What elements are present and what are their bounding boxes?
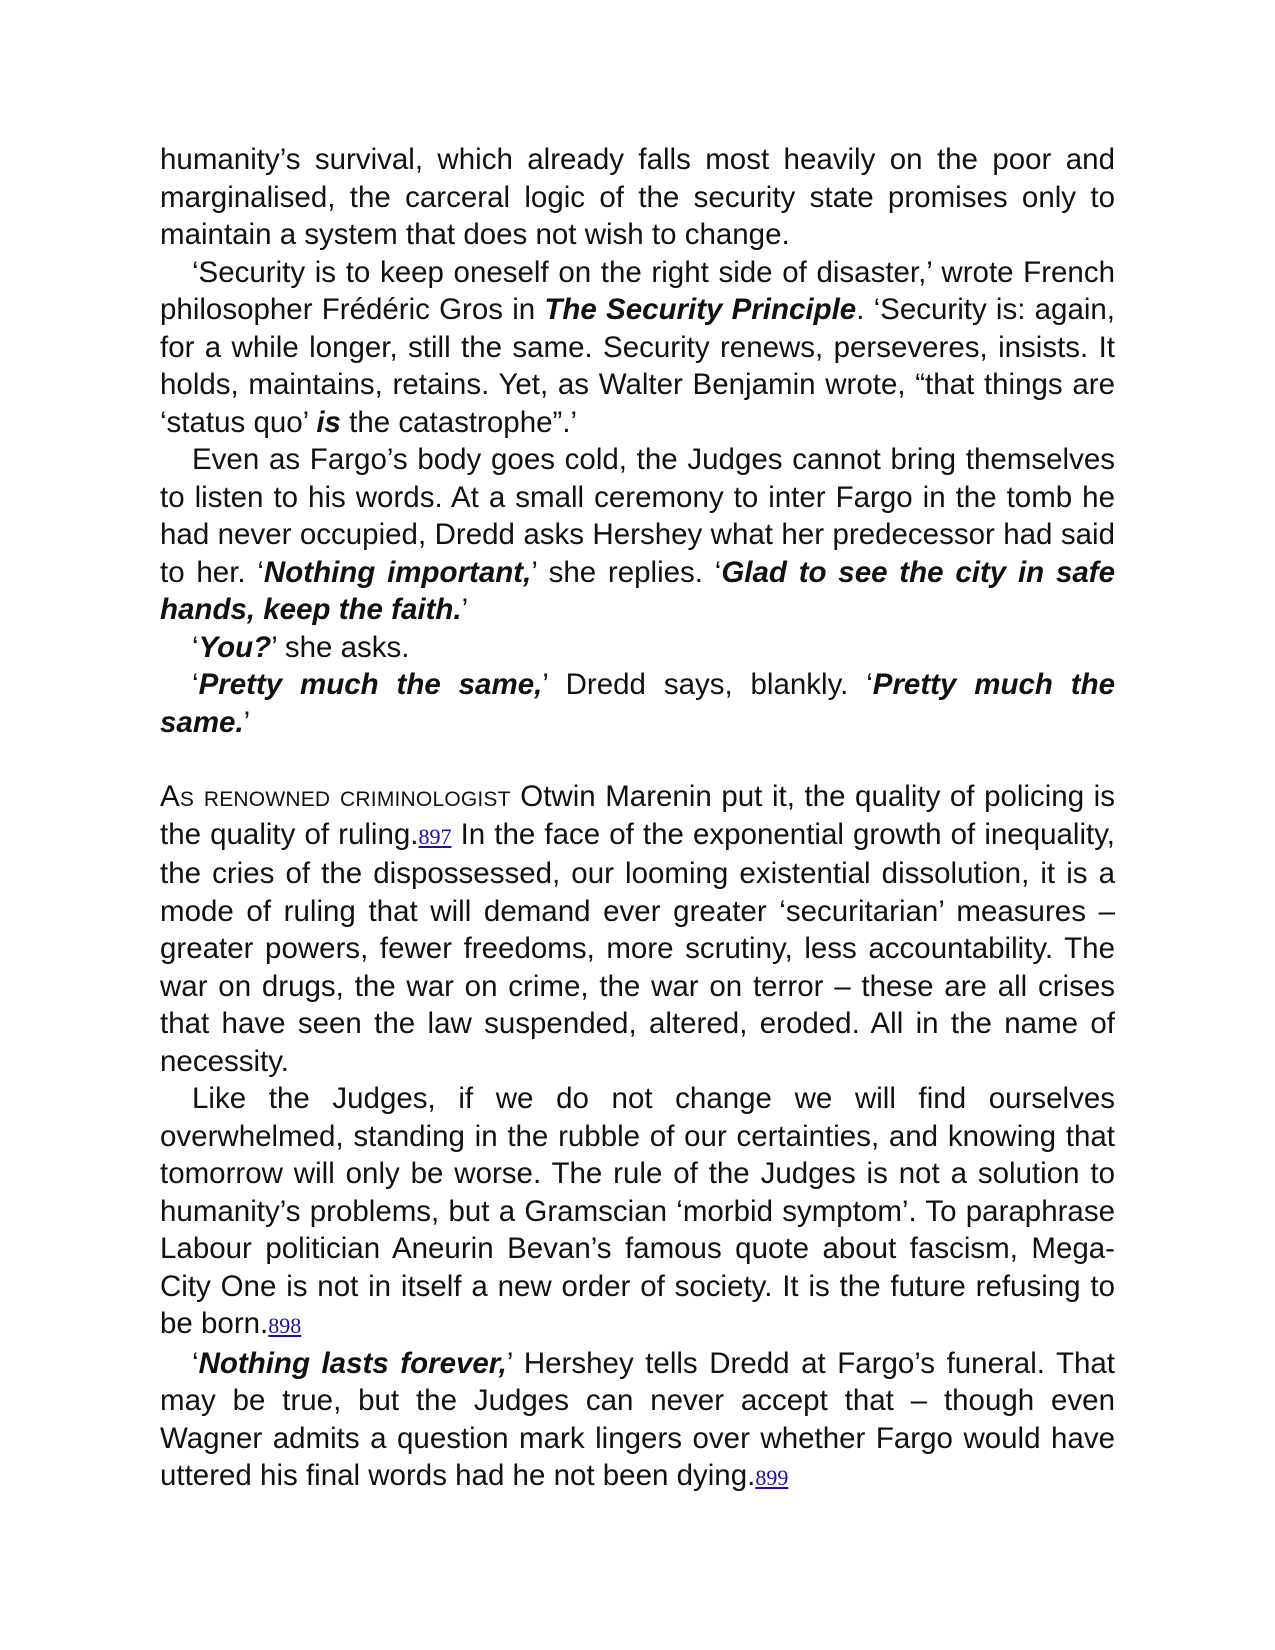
quote-glad-to-see: Glad to see the city in safe hands, keep the faith. (160, 555, 1115, 626)
footnote-link-897[interactable]: 897 (418, 823, 452, 849)
quote-pretty-much-1: Pretty much the same, (198, 668, 543, 701)
smallcaps-lead-in: As renowned criminologist (160, 780, 511, 813)
paragraph-1: humanity’s survival, which already falls most heavily on the poor and marginalised, the carceral logic of the security state promises only to maintain a system that does not wish to change. (160, 143, 1115, 251)
paragraph-7: Like the Judges, if we do not change we will find ourselves overwhelmed, standing in the rubble of our certainties, and knowing that tomorrow will only be worse. The rule of the Judges is not a solution to humanity’s problems, but a Gramscian ‘morbid symptom’. To paraphrase Labour politician Aneurin Bevan’s famous quote about fascism, Mega-City One is not in itself a new order of society. It is the future refusing to be born.898 (160, 1082, 1115, 1340)
quote-you: You? (198, 630, 272, 664)
paragraph-2: ‘Security is to keep oneself on the right side of disaster,’ wrote French philosopher Frédéric Gros in The Security Principle. ‘Security is: again, for a while longer, still the same. Security renews, perseveres, insists. It holds, maintains, retains. Yet, as Walter Benjamin wrote, “that things are ‘status quo’ is the catastrophe”.’ (160, 255, 1116, 439)
quote-pretty-much-2: Pretty much the same. (160, 668, 1116, 739)
emphasis-is: is (316, 405, 341, 439)
quote-nothing-lasts: Nothing lasts forever, (198, 1346, 507, 1380)
paragraph-3: Even as Fargo’s body goes cold, the Judges cannot bring themselves to listen to his words. At a small ceremony to inter Fargo in the tomb he had never occupied, Dredd asks Hershey what her predecessor had said to her. ‘Nothing important,’ she replies. ‘Glad to see the city in safe hands, keep the faith.’ (160, 443, 1115, 626)
paragraph-6: As renowned criminologist Otwin Marenin put it, the quality of policing is the quality of ruling.897 In the face of the exponential growth of inequality, the cries of the dispossessed, our looming existential dissolution, it is a mode of ruling that will demand ever greater ‘securitarian’ measures – greater powers, fewer freedoms, more scrutiny, less accountability. The war on drugs, the war on crime, the war on terror – these are all crises that have seen the law suspended, altered, eroded. All in the name of necessity. (160, 780, 1115, 1078)
book-title: The Security Principle (544, 293, 857, 326)
quote-nothing-important: Nothing important, (263, 555, 532, 589)
paragraph-5: ‘Pretty much the same,’ Dredd says, blankly. ‘Pretty much the same.’ (160, 668, 1116, 739)
footnote-link-898[interactable]: 898 (268, 1313, 302, 1338)
footnote-link-899[interactable]: 899 (755, 1465, 789, 1490)
paragraph-4: ‘You?’ she asks. (192, 630, 410, 664)
page-body (160, 141, 1115, 1497)
paragraph-8: ‘Nothing lasts forever,’ Hershey tells Dredd at Fargo’s funeral. That may be true, but the Judges can never accept that – though even Wagner admits a question mark lingers over whether Fargo would have uttered his final words had he not been dying.899 (160, 1346, 1115, 1492)
section-break (160, 741, 1115, 778)
